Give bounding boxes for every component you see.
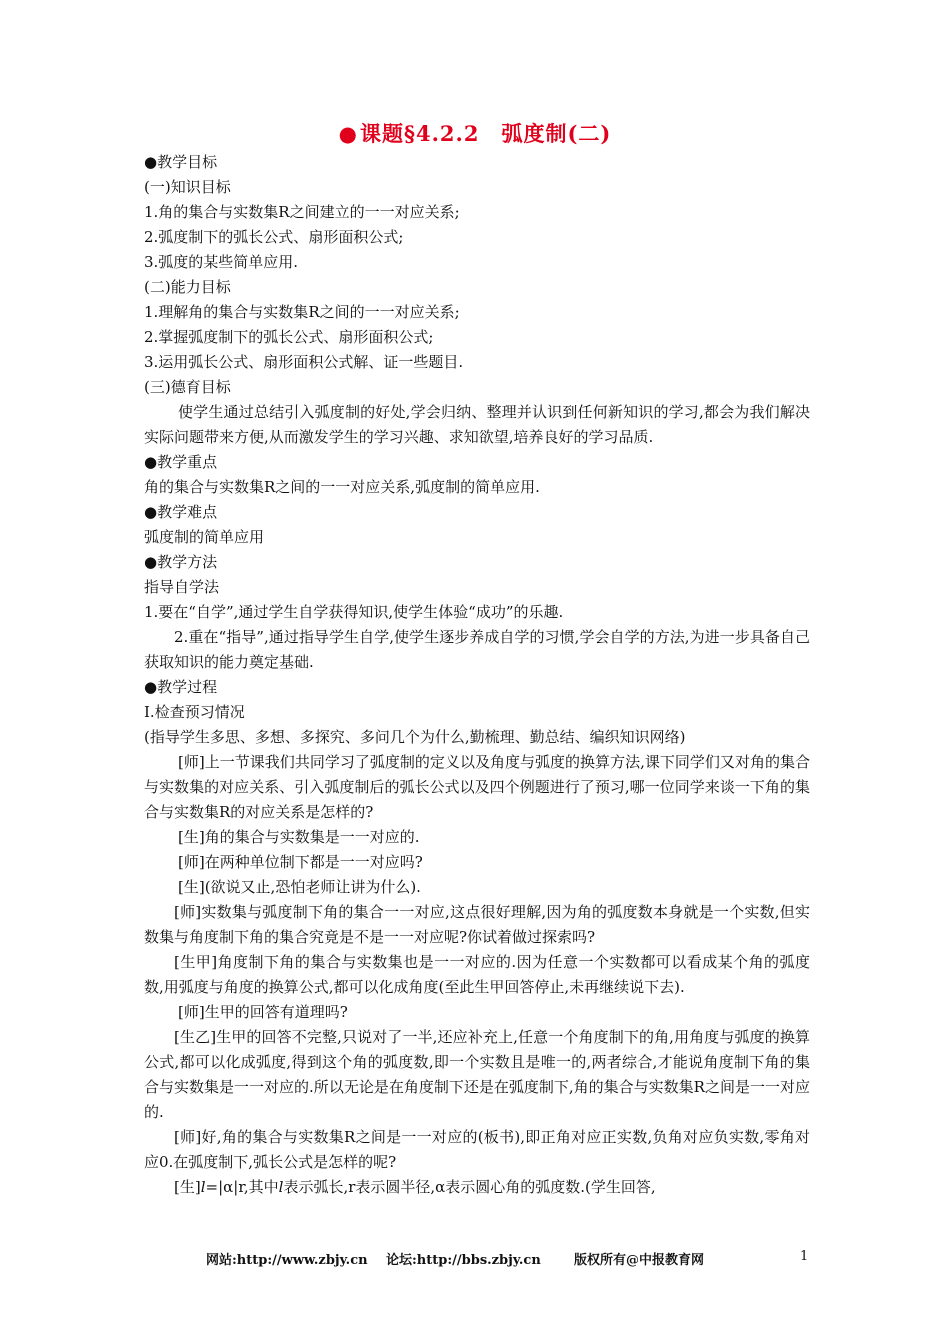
formula-explanation: 表示弧长,r表示圆半径,α表示圆心角的弧度数.(学生回答,: [283, 1178, 656, 1196]
dialogue-line: [师]在两种单位制下都是一一对应吗?: [178, 853, 423, 871]
list-item: 1.理解角的集合与实数集R之间的一一对应关系;: [144, 303, 460, 321]
subheading-knowledge-goals: (一)知识目标: [144, 178, 231, 196]
paragraph: 使学生通过总结引入弧度制的好处,学会归纳、整理并认识到任何新知识的学习,都会为我们解决实际问题带来方便,从而激发学生的学习兴趣、求知欲望,培养良好的学习品质.: [144, 403, 810, 446]
paragraph: 角的集合与实数集R之间的一一对应关系,弧度制的简单应用.: [144, 478, 540, 496]
paragraph: (指导学生多思、多想、多探究、多问几个为什么,勤梳理、勤总结、编织知识网络): [144, 728, 686, 746]
title-text: 课题§4.2.2 弧度制(二): [360, 121, 612, 146]
subheading-moral-goals: (三)德育目标: [144, 378, 231, 396]
page-number: 1: [800, 1249, 809, 1264]
dialogue-line: [师]上一节课我们共同学习了弧度制的定义以及角度与弧度的换算方法,课下同学们又对角的集合与实数集的对应关系、引入弧度制后的弧长公式以及四个例题进行了预习,哪一位同学来谈一下角的集合与实数集R的对应关系是怎样的?: [144, 753, 810, 821]
formula-variable: l: [278, 1178, 284, 1196]
list-item: 2.掌握弧度制下的弧长公式、扇形面积公式;: [144, 328, 434, 346]
heading-methods: ●教学方法: [144, 553, 218, 571]
heading-process: ●教学过程: [144, 678, 218, 696]
dialogue-line: [144, 1175, 810, 1200]
dialogue-line: [生乙]生甲的回答不完整,只说对了一半,还应补充上,任意一个角度制下的角,用角度与弧度的换算公式,都可以化成弧度,得到这个角的弧度数,即一个实数且是唯一的,两者综合,才能说角度制下角的集合与实数集是一一对应的.所以无论是在角度制下还是在弧度制下,角的集合与实数集R之间是一一对应的.: [144, 1028, 810, 1121]
lesson-title: [0, 118, 950, 148]
heading-teaching-goals: ●教学目标: [144, 153, 218, 171]
heading-difficulties: ●教学难点: [144, 503, 218, 521]
footer-forum: 论坛:http://bbs.zbjy.cn: [386, 1253, 541, 1268]
dialogue-line: [师]好,角的集合与实数集R之间是一一对应的(板书),即正角对应正实数,负角对应负实数,零角对应0.在弧度制下,弧长公式是怎样的呢?: [144, 1128, 810, 1171]
title-bullet-icon: ●: [338, 121, 358, 146]
dialogue-line: [师]实数集与弧度制下角的集合一一对应,这点很好理解,因为角的弧度数本身就是一个实数,但实数集与角度制下角的集合究竟是不是一一对应呢?你试着做过探索吗?: [144, 903, 810, 946]
footer-copyright: 版权所有@中报教育网: [574, 1253, 705, 1268]
list-item: 2.重在“指导”,通过指导学生自学,使学生逐步养成自学的习惯,学会自学的方法,为进一步具备自己获取知识的能力奠定基础.: [144, 628, 810, 671]
speaker-tag: [生]: [174, 1178, 201, 1196]
formula-variable: l: [200, 1178, 206, 1196]
formula-text: =|α|r,其中: [205, 1178, 279, 1196]
list-item: 1.角的集合与实数集R之间建立的一一对应关系;: [144, 203, 460, 221]
footer-website: 网站:http://www.zbjy.cn: [206, 1253, 368, 1268]
dialogue-line: [生甲]角度制下角的集合与实数集也是一一对应的.因为任意一个实数都可以看成某个角的弧度数,用弧度与角度的换算公式,都可以化成角度(至此生甲回答停止,未再继续说下去).: [144, 953, 810, 996]
dialogue-line: [师]生甲的回答有道理吗?: [178, 1003, 348, 1021]
list-item: 3.弧度的某些简单应用.: [144, 253, 299, 271]
paragraph: 指导自学法: [144, 578, 220, 596]
body-text: [144, 150, 810, 1200]
subheading-preview-check: Ⅰ.检查预习情况: [144, 703, 245, 721]
subheading-ability-goals: (二)能力目标: [144, 278, 231, 296]
dialogue-line: [生](欲说又止,恐怕老师让讲为什么).: [178, 878, 421, 896]
list-item: 1.要在“自学”,通过学生自学获得知识,使学生体验“成功”的乐趣.: [144, 603, 564, 621]
list-item: 3.运用弧长公式、扇形面积公式解、证一些题目.: [144, 353, 464, 371]
paragraph: 弧度制的简单应用: [144, 528, 265, 546]
dialogue-line: [生]角的集合与实数集是一一对应的.: [178, 828, 420, 846]
list-item: 2.弧度制下的弧长公式、扇形面积公式;: [144, 228, 404, 246]
heading-key-points: ●教学重点: [144, 453, 218, 471]
